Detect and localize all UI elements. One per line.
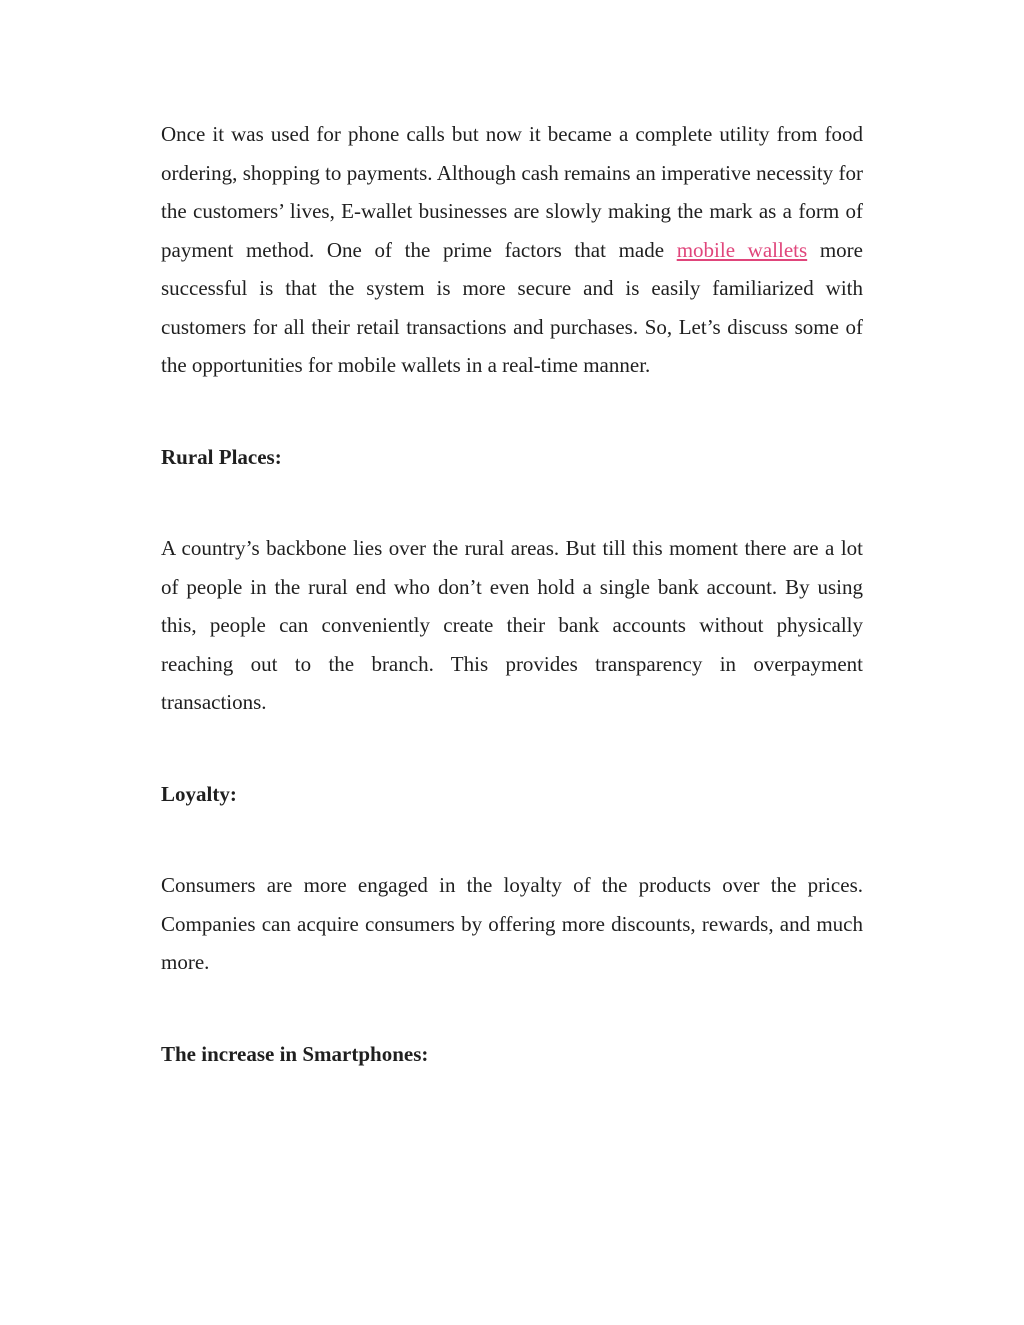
heading-smartphones: The increase in Smartphones: [161,1041,429,1066]
intro-text-after-link: more successful is that the system is more secure and is easily familiarized with customers for all their retail transactions and purchases. So, Let’s discuss some of the opportunities for mobile wallets in a real-time manner. [161,237,863,377]
heading-rural-places: Rural Places: [161,444,282,469]
rural-places-paragraph: A country’s backbone lies over the rural areas. But till this moment there are a lot of people in the rural end who don’t even hold a single bank account. By using this, people can conveniently create their bank accounts without physically reaching out to the branch. This provides transparency in overpayment transactions. [161,536,863,714]
document-page [161,115,863,1073]
heading-loyalty: Loyalty: [161,781,237,806]
loyalty-paragraph: Consumers are more engaged in the loyalty of the products over the prices. Companies can acquire consumers by offering more discounts, rewards, and much more. [161,873,863,974]
mobile-wallets-link[interactable]: mobile wallets [676,237,808,262]
intro-text-before-link: Once it was used for phone calls but now it became a complete utility from food ordering, shopping to payments. Although cash remains an imperative necessity for the customers’ lives, E-wallet businesses are slowly making the mark as a form of payment method. One of the prime factors that made [161,122,863,262]
intro-paragraph [161,115,863,385]
